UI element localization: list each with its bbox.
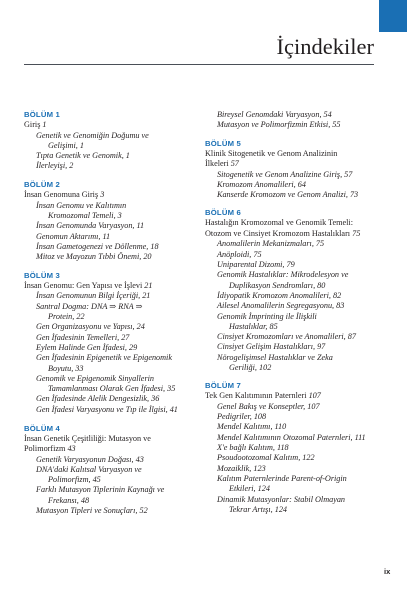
chapter-page-number: 21	[144, 280, 153, 290]
toc-entry-continuation: Frekansı, 48	[48, 495, 90, 505]
toc-entry[interactable]	[24, 485, 207, 506]
chapter-section	[24, 271, 207, 415]
toc-entry-continuation: Etkileri, 124	[229, 484, 270, 494]
chapter-section	[24, 110, 207, 172]
chapter-title-text: İnsan Genomuna Giriş	[24, 190, 101, 200]
toc-entry[interactable]	[24, 201, 207, 222]
toc-entry[interactable]	[205, 495, 389, 516]
toc-entry-text: Ailesel Anomalilerin Segregasyonu, 83	[217, 301, 345, 311]
toc-entry-text: İdiyopatik Kromozom Anomalileri, 82	[217, 290, 342, 300]
chapter-heading: BÖLÜM 6	[205, 208, 241, 218]
chapter-title	[205, 149, 389, 170]
page-number: ix	[384, 567, 391, 576]
toc-entry-text: Gen İfadesinin Epigenetik ve Epigenomik	[36, 353, 172, 363]
chapter-title	[205, 391, 389, 402]
toc-entry-continuation: Duplikasyon Sendromları, 80	[229, 280, 326, 290]
toc-entry-text: Tıpta Genetik ve Genomik, 1	[36, 151, 130, 161]
toc-entry[interactable]	[205, 353, 389, 374]
toc-entry[interactable]	[24, 151, 207, 161]
toc-entry[interactable]	[24, 374, 207, 395]
toc-entry[interactable]	[205, 412, 389, 422]
toc-entry-text: İnsan Genomu ve Kalıtımın	[36, 200, 127, 210]
toc-entry[interactable]	[205, 332, 389, 342]
toc-entry[interactable]	[24, 343, 207, 353]
chapter-title-text: Tek Gen Kalıtımının Paternleri	[205, 391, 309, 401]
toc-entry[interactable]	[24, 161, 207, 171]
toc-entry-list	[24, 291, 207, 415]
toc-entry-continuation: Hastalıklar, 85	[229, 321, 278, 331]
toc-entry-list	[205, 239, 389, 373]
toc-entry-text: Gen İfadesinde Alelik Dengesizlik, 36	[36, 394, 160, 404]
chapter-page-number: 107	[308, 391, 321, 401]
toc-entry[interactable]	[205, 291, 389, 301]
toc-entry-continuation: Boyutu, 33	[48, 363, 84, 373]
toc-entry[interactable]	[205, 270, 389, 291]
toc-entry-text: Kromozom Anomalileri, 64	[217, 179, 306, 189]
toc-entry-text: Genetik Varyasyonun Doğası, 43	[36, 454, 144, 464]
toc-entry-list	[24, 131, 207, 172]
toc-entry[interactable]	[24, 242, 207, 252]
toc-entry-list	[24, 201, 207, 263]
toc-entry-list	[205, 402, 389, 515]
toc-entry-continuation: Gelişimi, 1	[48, 140, 84, 150]
toc-entry-list	[205, 170, 389, 201]
toc-entry-text: Gen Organizasyonu ve Yapısı, 24	[36, 322, 145, 332]
toc-entry-text: Farklı Mutasyon Tiplerinin Kaynağı ve	[36, 485, 165, 495]
chapter-title-text: Giriş	[24, 120, 43, 129]
chapter-title	[24, 190, 207, 201]
chapter-section	[205, 381, 389, 515]
toc-entry[interactable]	[24, 232, 207, 242]
chapter-color-tab	[379, 0, 407, 32]
toc-entry-continuation: Polimorfizm, 45	[48, 475, 101, 485]
chapter-page-number: 1	[42, 120, 47, 129]
toc-entry[interactable]	[205, 312, 389, 333]
chapter-title-text: İnsan Genetik Çeşitliliği: Mutasyon ve	[24, 433, 151, 443]
toc-entry-continuation: Kromozomal Temeli, 3	[48, 210, 122, 220]
chapter-page-number: 43	[67, 444, 76, 454]
toc-entry[interactable]	[24, 405, 207, 415]
toc-entry-list	[24, 455, 207, 517]
toc-entry-continuation: Geriliği, 102	[229, 363, 272, 373]
toc-entry-text: Anöploidi, 75	[217, 249, 262, 259]
chapter-heading: BÖLÜM 5	[205, 138, 241, 148]
toc-entry-text: Mendel Kalıtımının Otozomal Paternleri, 111	[217, 432, 366, 442]
toc-entry[interactable]	[24, 322, 207, 332]
title-divider	[24, 64, 374, 65]
toc-entry-continuation: Tamamlanması Olarak Gen İfadesi, 35	[48, 384, 176, 394]
toc-entry[interactable]	[205, 239, 389, 249]
toc-entry[interactable]	[24, 333, 207, 343]
toc-entry[interactable]	[24, 131, 207, 152]
chapter-title-text: Otozom ve Cinsiyet Kromozom Hastalıkları	[205, 228, 353, 238]
toc-entry[interactable]	[24, 221, 207, 231]
toc-entry-text: Kalıtım Paternlerinde Parent-of-Origin	[217, 473, 347, 483]
toc-entry-text: Sitogenetik ve Genom Analizine Giriş, 57	[217, 169, 353, 179]
toc-entry[interactable]	[205, 250, 389, 260]
toc-entry-text: Mutasyon Tipleri ve Sonuçları, 52	[36, 506, 148, 516]
chapter-title	[24, 120, 207, 131]
toc-entry[interactable]	[205, 301, 389, 311]
toc-entry-text: Genetik ve Genomiğin Doğumu ve	[36, 130, 149, 140]
chapter-title-text: İlkeleri	[205, 159, 231, 169]
toc-entry-text: Pedigriler, 108	[217, 412, 267, 422]
toc-entry-text: Santral Dogma: DNA ⇒ RNA ⇒	[36, 301, 143, 311]
toc-column-left	[24, 110, 207, 516]
chapter-heading: BÖLÜM 3	[24, 270, 60, 280]
toc-entry-text: Mitoz ve Mayozun Tıbbi Önemi, 20	[36, 252, 152, 262]
chapter-section	[205, 110, 389, 131]
toc-entry[interactable]	[205, 453, 389, 463]
chapter-page-number: 57	[230, 159, 239, 169]
chapter-page-number: 3	[100, 190, 105, 200]
toc-entry-text: Genomun Aktarımı, 11	[36, 231, 111, 241]
toc-entry[interactable]	[24, 506, 207, 516]
chapter-heading: BÖLÜM 7	[205, 381, 241, 391]
toc-entry[interactable]	[205, 474, 389, 495]
toc-entry-text: İnsan Genomunun Bilgi İçeriği, 21	[36, 291, 151, 301]
toc-entry-continuation: Tekrar Artışı, 124	[229, 504, 288, 514]
toc-entry[interactable]	[205, 422, 389, 432]
toc-entry-text: Genel Bakış ve Konseptler, 107	[217, 401, 320, 411]
toc-entry-text: Nörogelişimsel Hastalıklar ve Zeka	[217, 352, 333, 362]
toc-entry[interactable]	[205, 433, 389, 443]
toc-entry-text: Gen İfadesinin Temelleri, 27	[36, 332, 130, 342]
toc-entry[interactable]	[24, 291, 207, 301]
chapter-title	[205, 218, 389, 239]
page-title: İçindekiler	[276, 34, 374, 59]
chapter-section	[24, 424, 207, 517]
chapter-heading: BÖLÜM 1	[24, 110, 60, 119]
toc-entry-text: Mendel Kalıtımı, 110	[217, 422, 287, 432]
toc-entry-text: Genomik Hastalıklar: Mikrodelesyon ve	[217, 270, 349, 280]
chapter-section	[205, 139, 389, 201]
toc-entry[interactable]	[205, 464, 389, 474]
toc-entry[interactable]	[205, 190, 389, 200]
toc-entry[interactable]	[24, 465, 207, 486]
toc-entry-text: Genomik İmprinting ile İlişkili	[217, 311, 317, 321]
toc-entry[interactable]	[205, 342, 389, 352]
toc-entry-text: Psoudootozomal Kalıtım, 122	[217, 453, 315, 463]
chapter-page-number: 75	[352, 228, 361, 238]
chapter-heading: BÖLÜM 4	[24, 423, 60, 433]
toc-entry-text: X'e bağlı Kalıtım, 118	[217, 443, 289, 453]
toc-entry-list	[205, 110, 389, 131]
toc-entry[interactable]	[24, 252, 207, 262]
toc-entry-text: Cinsiyet Kromozomları ve Anomalileri, 87	[217, 332, 356, 342]
chapter-title-text: Klinik Sitogenetik ve Genom Analizinin	[205, 148, 338, 158]
toc-entry-text: Anomalilerin Mekanizmaları, 75	[217, 239, 325, 249]
toc-entry-text: Cinsiyet Gelişim Hastalıkları, 97	[217, 342, 326, 352]
chapter-title	[24, 434, 207, 455]
chapter-section	[205, 208, 389, 373]
toc-entry[interactable]	[24, 394, 207, 404]
toc-entry-text: Kanserde Kromozom ve Genom Analizi, 73	[217, 190, 359, 200]
chapter-title-text: Hastalığın Kromozomal ve Genomik Temeli:	[205, 218, 353, 228]
chapter-title	[24, 281, 207, 292]
toc-entry-text: İlerleyişi, 2	[36, 161, 74, 171]
toc-entry-text: DNA'daki Kalıtsal Varyasyon ve	[36, 464, 142, 474]
toc-entry-continuation: Protein, 22	[48, 312, 85, 322]
toc-entry-text: Mozaiklik, 123	[217, 463, 266, 473]
toc-entry-text: Genomik ve Epigenomik Sinyallerin	[36, 373, 154, 383]
chapter-title-text: Polimorfizm	[24, 444, 68, 454]
toc-entry-text: Dinamik Mutasyonlar: Stabil Olmayan	[217, 494, 346, 504]
toc-entry[interactable]	[205, 170, 389, 180]
toc-entry[interactable]	[205, 180, 389, 190]
toc-entry[interactable]	[24, 302, 207, 323]
toc-entry[interactable]	[24, 353, 207, 374]
toc-column-right	[205, 110, 389, 515]
toc-entry-text: Mutasyon ve Polimorfizmin Etkisi, 55	[217, 120, 341, 130]
toc-entry-text: Bireysel Genomdaki Varyasyon, 54	[217, 110, 332, 119]
toc-entry-text: İnsan Gametogenezi ve Döllenme, 18	[36, 241, 159, 251]
toc-entry[interactable]	[24, 455, 207, 465]
toc-entry-text: Uniparental Dizomi, 79	[217, 260, 295, 270]
toc-entry[interactable]	[205, 120, 389, 130]
toc-entry[interactable]	[205, 260, 389, 270]
toc-entry-text: Gen İfadesi Varyasyonu ve Tıp ile İlgisi, 41	[36, 404, 178, 414]
toc-entry[interactable]	[205, 402, 389, 412]
toc-entry[interactable]	[205, 443, 389, 453]
chapter-title-text: İnsan Genomu: Gen Yapısı ve İşlevi	[24, 280, 145, 290]
toc-entry-text: Eylem Halinde Gen İfadesi, 29	[36, 342, 138, 352]
toc-entry-text: İnsan Genomunda Varyasyon, 11	[36, 221, 145, 231]
chapter-section	[24, 180, 207, 262]
chapter-heading: BÖLÜM 2	[24, 180, 60, 190]
toc-entry[interactable]	[205, 110, 389, 120]
